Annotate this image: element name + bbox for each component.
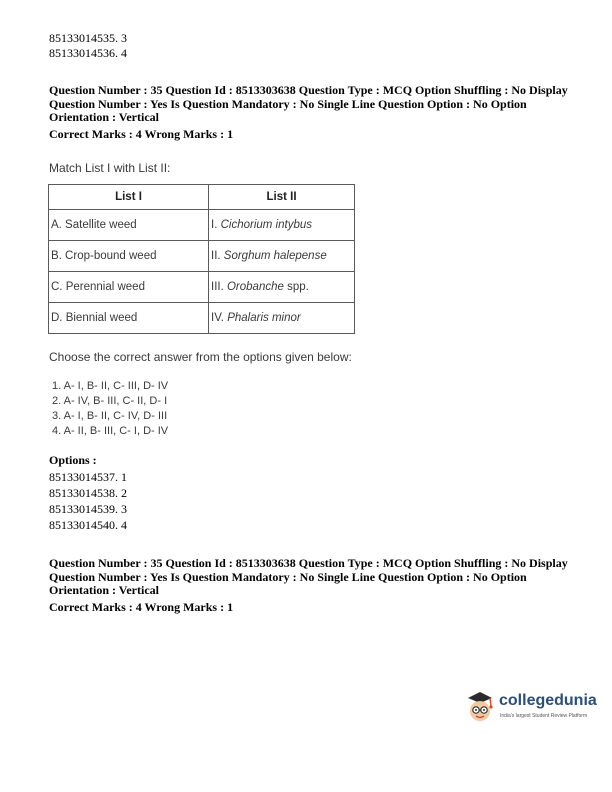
question-header-repeat [49,557,579,598]
option-item: 85133014540. 4 [49,518,127,532]
top-option-1: 85133014535. 3 [49,31,127,45]
question-header-line2: Question Number : Yes Is Question Mandatory : No Single Line Question Option : No Option [49,96,527,111]
list1-cell: A. Satellite weed [49,210,209,241]
choice-item: 1. A- I, B- II, C- III, D- IV [52,380,169,392]
table-row [49,241,355,272]
option-item: 85133014538. 2 [49,486,127,500]
question-header-line2: Question Number : Yes Is Question Mandatory : No Single Line Question Option : No Option [49,569,527,584]
logo-name: collegedunia [499,692,597,709]
list1-cell: D. Biennial weed [49,303,209,334]
collegedunia-logo [463,690,597,730]
choice-item: 2. A- IV, B- III, C- II, D- I [52,395,168,407]
list2-cell: II. Sorghum halepense [209,241,355,272]
list2-cell: I. Cichorium intybus [209,210,355,241]
option-item: 85133014539. 3 [49,502,127,516]
choice-item: 3. A- I, B- II, C- IV, D- III [52,410,168,422]
options-label: Options : [49,453,97,467]
question-header-line1: Question Number : 35 Question Id : 8513303638 Question Type : MCQ Option Shuffling : No Display [49,556,568,570]
list2-header: List II [209,185,355,210]
option-item: 85133014537. 1 [49,470,127,484]
marks-line: Correct Marks : 4 Wrong Marks : 1 [49,127,234,141]
question-header-line1: Question Number : 35 Question Id : 8513303638 Question Type : MCQ Option Shuffling : No Display [49,83,568,97]
list1-cell: B. Crop-bound weed [49,241,209,272]
question-title: Match List I with List II: [49,161,171,175]
match-table [48,184,355,334]
question-header-line3: Orientation : Vertical [49,583,159,597]
top-option-2: 85133014536. 4 [49,46,127,60]
table-header-row [49,185,355,210]
question-header-line3: Orientation : Vertical [49,110,159,124]
table-row [49,303,355,334]
logo-tagline: India's largest Student Review Platform [500,713,588,719]
mascot-icon [463,690,497,726]
list2-cell: III. Orobanche spp. [209,272,355,303]
table-row [49,210,355,241]
table-row [49,272,355,303]
list2-cell: IV. Phalaris minor [209,303,355,334]
choice-item: 4. A- II, B- III, C- I, D- IV [52,425,169,437]
choice-list [52,379,168,439]
question-header [49,84,579,125]
list1-cell: C. Perennial weed [49,272,209,303]
instruction-text: Choose the correct answer from the options given below: [49,350,352,364]
marks-line-repeat: Correct Marks : 4 Wrong Marks : 1 [49,600,234,614]
list1-header: List I [49,185,209,210]
